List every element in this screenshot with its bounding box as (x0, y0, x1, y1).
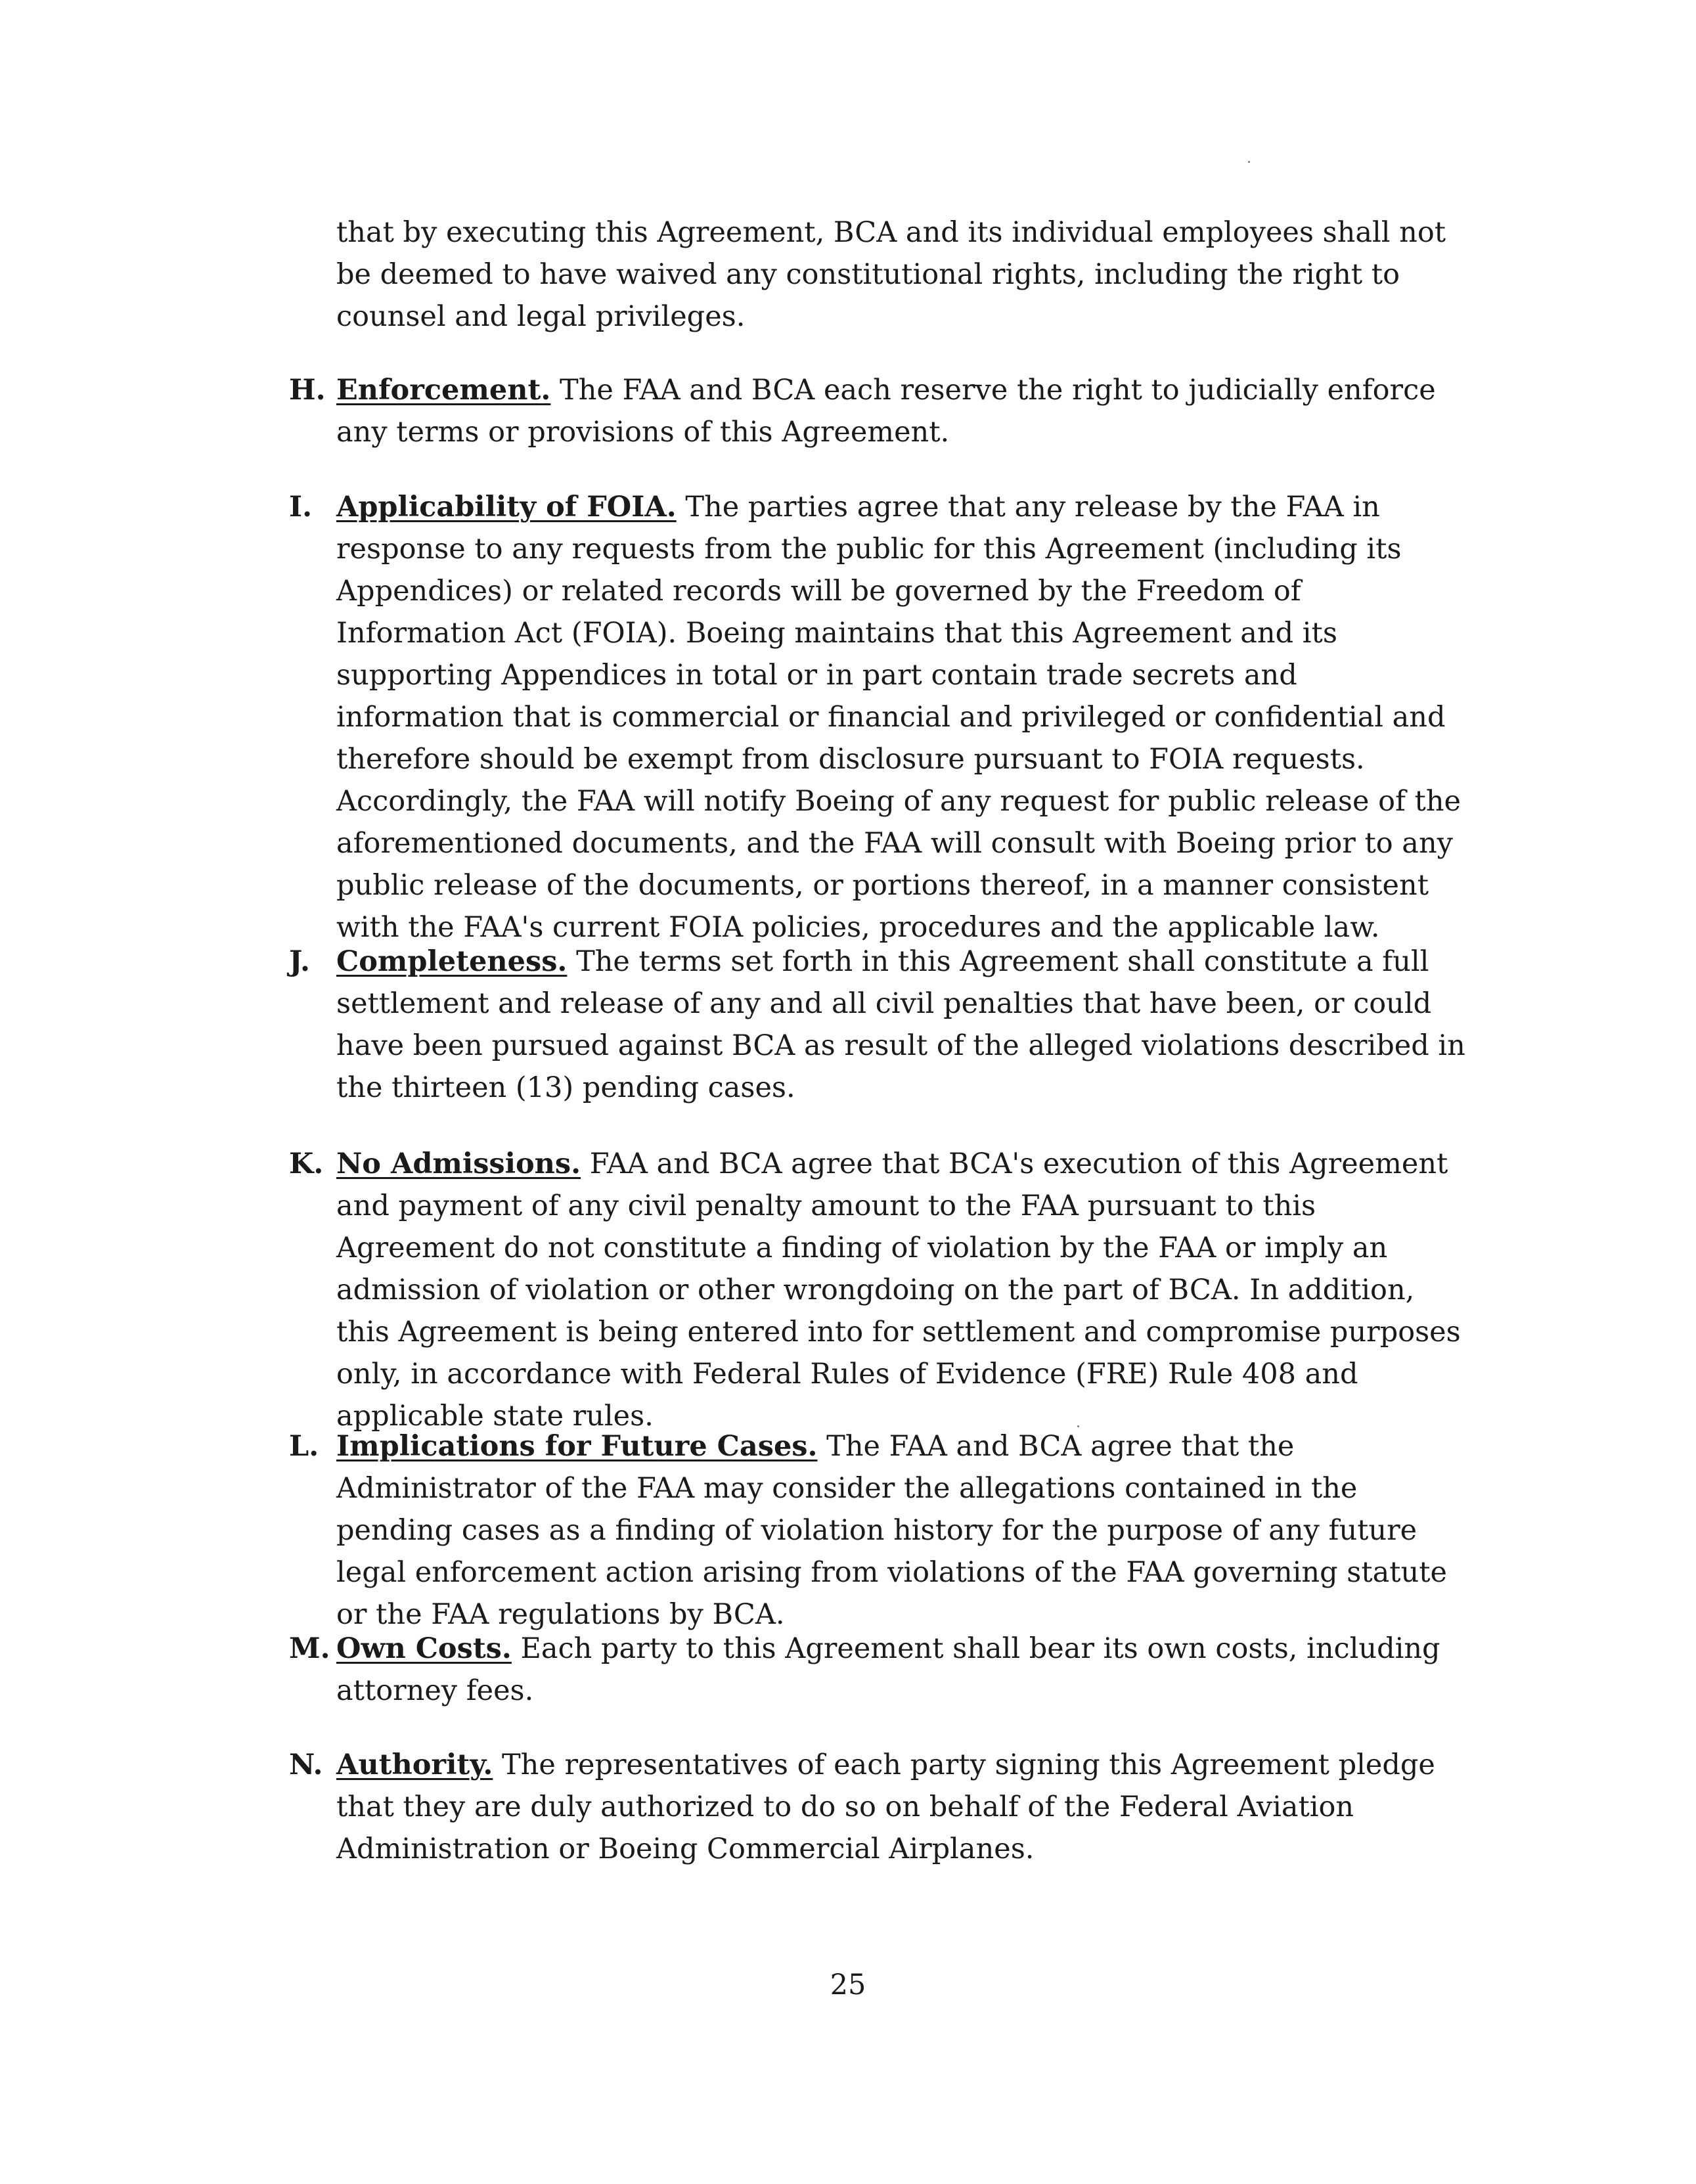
section-text: The FAA and BCA agree that the Administrator of the FAA may consider the allegations contained in the pending cases as a finding of violation history for the purpose of any future legal enforcement action arising from violations of the FAA governing statute or the FAA regulations by BCA. (336, 1430, 1447, 1631)
section-text: The FAA and BCA each reserve the right to judicially enforce any terms or provisions of this Agreement. (336, 374, 1436, 449)
intro-paragraph: that by executing this Agreement, BCA and its individual employees shall not be deemed to have waived any constitutional rights, including the right to counsel and legal privileges. (336, 216, 1446, 333)
section-letter: K. (289, 1148, 324, 1180)
section-body (336, 486, 1471, 948)
section-letter: L. (289, 1430, 319, 1463)
section-body (336, 1744, 1471, 1870)
section-m-own-costs (289, 1628, 1471, 1712)
section-body (336, 1143, 1471, 1437)
section-i-applicability-of-foia (289, 486, 1471, 948)
section-letter: M. (289, 1632, 330, 1665)
section-heading: Implications for Future Cases. (336, 1430, 818, 1463)
section-letter: N. (289, 1749, 323, 1781)
section-k-no-admissions (289, 1143, 1471, 1437)
section-body (336, 1425, 1471, 1636)
section-heading: Completeness. (336, 945, 568, 978)
section-body (336, 941, 1471, 1109)
section-body (336, 1628, 1471, 1712)
section-body (336, 369, 1471, 453)
section-text: The terms set forth in this Agreement shall constitute a full settlement and release of any and all civil penalties that have been, or could have been pursued against BCA as result of the alleged violations described in the thirteen (13) pending cases. (336, 945, 1465, 1104)
section-heading: Own Costs. (336, 1632, 512, 1665)
section-h-enforcement (289, 369, 1471, 453)
section-letter: J. (289, 945, 310, 978)
page-number: 25 (830, 1969, 866, 2001)
section-j-completeness (289, 941, 1471, 1109)
section-n-authority (289, 1744, 1471, 1870)
section-heading: Authority. (336, 1749, 493, 1781)
section-heading: Enforcement. (336, 374, 551, 407)
section-text: The representatives of each party signing this Agreement pledge that they are duly authorized to do so on behalf of the Federal Aviation Administration or Boeing Commercial Airplanes. (336, 1749, 1435, 1865)
section-l-implications-for-future-cases (289, 1425, 1471, 1636)
section-text: Each party to this Agreement shall bear its own costs, including attorney fees. (336, 1632, 1440, 1707)
scan-speck (1248, 161, 1250, 163)
section-heading: No Admissions. (336, 1148, 581, 1180)
section-heading: Applicability of FOIA. (336, 491, 677, 524)
section-letter: I. (289, 491, 313, 524)
section-text: FAA and BCA agree that BCA's execution of this Agreement and payment of any civil penalty amount to the FAA pursuant to this Agreement do not constitute a finding of violation by the FAA or imply an admission of violation or other wrongdoing on the part of BCA. In addition, this Agreement is being entered into for settlement and compromise purposes only, in accordance with Federal Rules of Evidence (FRE) Rule 408 and applicable state rules. (336, 1148, 1461, 1433)
section-text: The parties agree that any release by the FAA in response to any requests from the public for this Agreement (including its Appendices) or related records will be governed by the Freedom of Information Act (FOIA). Boeing maintains that this Agreement and its supporting Appendices in total or in part contain trade secrets and information that is commercial or financial and privileged or confidential and therefore should be exempt from disclosure pursuant to FOIA requests. Accordingly, the FAA will notify Boeing of any request for public release of the aforementioned documents, and the FAA will consult with Boeing prior to any public release of the documents, or portions thereof, in a manner consistent with the FAA's current FOIA policies, procedures and the applicable law. (336, 491, 1461, 944)
section-letter: H. (289, 374, 326, 407)
